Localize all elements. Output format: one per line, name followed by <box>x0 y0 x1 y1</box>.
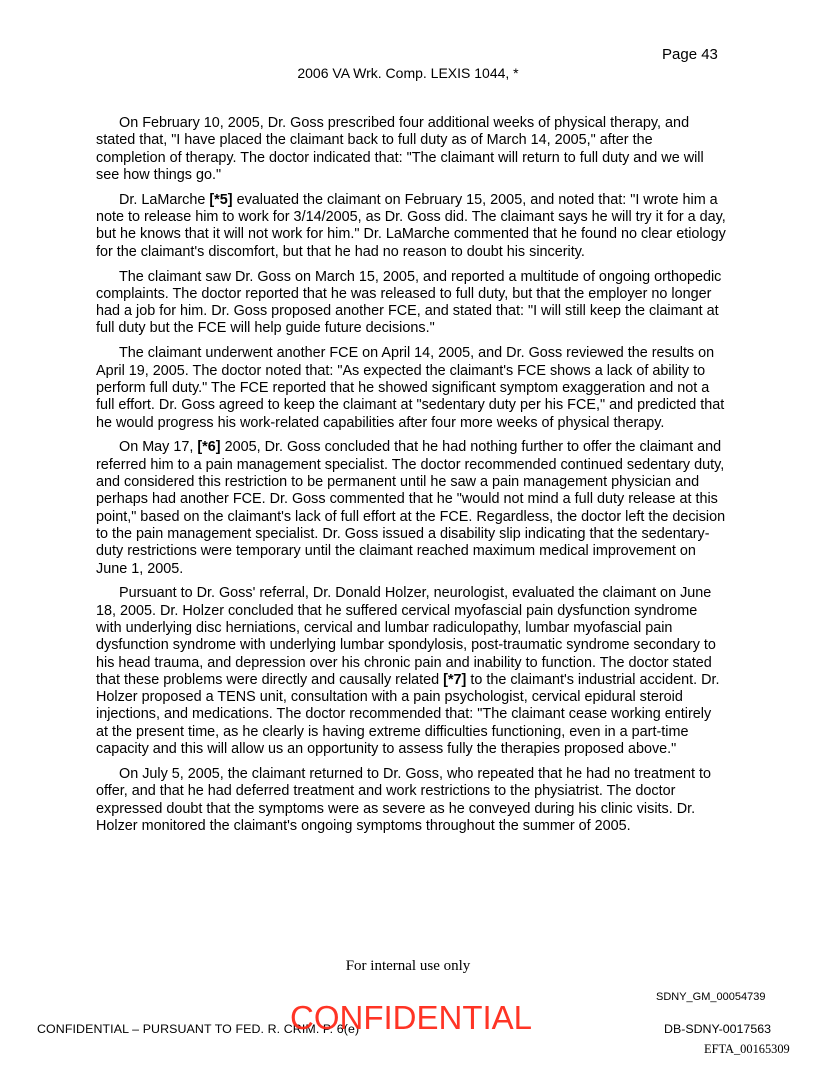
paragraph-text: evaluated the claimant on February 15, 2005, and noted that: "I wrote him a note to release him to work for 3/14/2005, as Dr. Goss did. The claimant says he will try it for a day, but he knows that it will not work for him." Dr. LaMarche commented that he found no clear etiology for the claimant's discomfort, but that he had no reason to doubt his sincerity. <box>96 191 726 260</box>
document-body <box>96 115 726 843</box>
paragraph-text: Dr. LaMarche <box>119 191 210 208</box>
body-paragraph <box>96 115 726 184</box>
confidential-notice: CONFIDENTIAL – PURSUANT TO FED. R. CRIM. P. 6(e) <box>37 1022 360 1036</box>
body-paragraph <box>96 766 726 835</box>
efta-number: EFTA_00165309 <box>704 1042 790 1056</box>
body-paragraph <box>96 192 726 261</box>
star-page-marker: [*5] <box>209 191 233 208</box>
paragraph-text: The claimant underwent another FCE on April 14, 2005, and Dr. Goss reviewed the results on April 19, 2005. The doctor noted that: "As expected the claimant's FCE shows a lack of ability to perform full duty." The FCE reported that he showed significant symptom exaggeration and not a full effort. Dr. Goss agreed to keep the claimant at "sedentary duty per his FCE," and predicted that he would progress his work-related capabilities after four more weeks of physical therapy. <box>96 345 725 431</box>
paragraph-text: The claimant saw Dr. Goss on March 15, 2005, and reported a multitude of ongoing orthopedic complaints. The doctor reported that he was released to full duty, but that the employer no longer had a job for him. Dr. Goss proposed another FCE, and stated that: "I will still keep the claimant at full duty but the FCE will help guide future decisions." <box>96 268 722 337</box>
star-page-marker: [*7] <box>443 671 467 688</box>
page-number: Page 43 <box>662 46 718 63</box>
paragraph-text: to the claimant's industrial accident. Dr. Holzer proposed a TENS unit, consultation with a pain psychologist, cervical epidural steroid injections, and medications. The doctor recommended that: "The claimant cease working entirely at the present time, as he clearly is having extreme difficulties functioning, even in a part-time capacity and this will allow us an opportunity to assess fully the therapies proposed above." <box>96 671 720 758</box>
paragraph-text: On February 10, 2005, Dr. Goss prescribed four additional weeks of physical therapy, and stated that, "I have placed the claimant back to full duty as of March 14, 2005," after the completion of therapy. The doctor indicated that: "The claimant will return to full duty and we will see how things go." <box>96 115 704 183</box>
bates-number-bottom: DB-SDNY-0017563 <box>664 1022 771 1036</box>
internal-use-footer: For internal use only <box>345 958 471 974</box>
paragraph-text: 2005, Dr. Goss concluded that he had nothing further to offer the claimant and referred him to a pain management specialist. The doctor recommended continued sedentary duty, and considered this restriction to be permanent until he saw a pain management physician and perhaps had another FCE. Dr. Goss commented that he "would not mind a full duty release at this point," based on the claimant's lack of full effort at the FCE. Regardless, the doctor left the decision to the pain management specialist. Dr. Goss issued a disability slip indicating that the sedentary-duty restrictions were temporary until the claimant reached maximum medical improvement on June 1, 2005. <box>96 439 726 577</box>
body-paragraph <box>96 585 726 758</box>
body-paragraph <box>96 345 726 431</box>
bates-number-top: SDNY_GM_00054739 <box>656 991 766 1003</box>
body-paragraph <box>96 269 726 338</box>
paragraph-text: On May 17, <box>119 439 198 456</box>
confidential-stamp: CONFIDENTIAL <box>290 999 533 1036</box>
paragraph-text: Pursuant to Dr. Goss' referral, Dr. Donald Holzer, neurologist, evaluated the claimant on June 18, 2005. Dr. Holzer concluded that he suffered cervical myofascial pain dysfunction syndrome with underlying disc herniations, cervical and lumbar radiculopathy, lumbar myofascial pain dysfunction syndrome with underlying lumbar spondylosis, post-traumatic syndrome secondary to his head trauma, and depression over his chronic pain and inability to function. The doctor stated that these problems were directly and causally related <box>96 585 716 688</box>
body-paragraph <box>96 439 726 577</box>
citation-header: 2006 VA Wrk. Comp. LEXIS 1044, * <box>297 65 519 81</box>
paragraph-text: On July 5, 2005, the claimant returned to Dr. Goss, who repeated that he had no treatment to offer, and that he had deferred treatment and work restrictions to the physiatrist. The doctor expressed doubt that the symptoms were as severe as he conveyed during his clinic visits. Dr. Holzer monitored the claimant's ongoing symptoms throughout the summer of 2005. <box>96 765 711 834</box>
star-page-marker: [*6] <box>197 439 221 456</box>
